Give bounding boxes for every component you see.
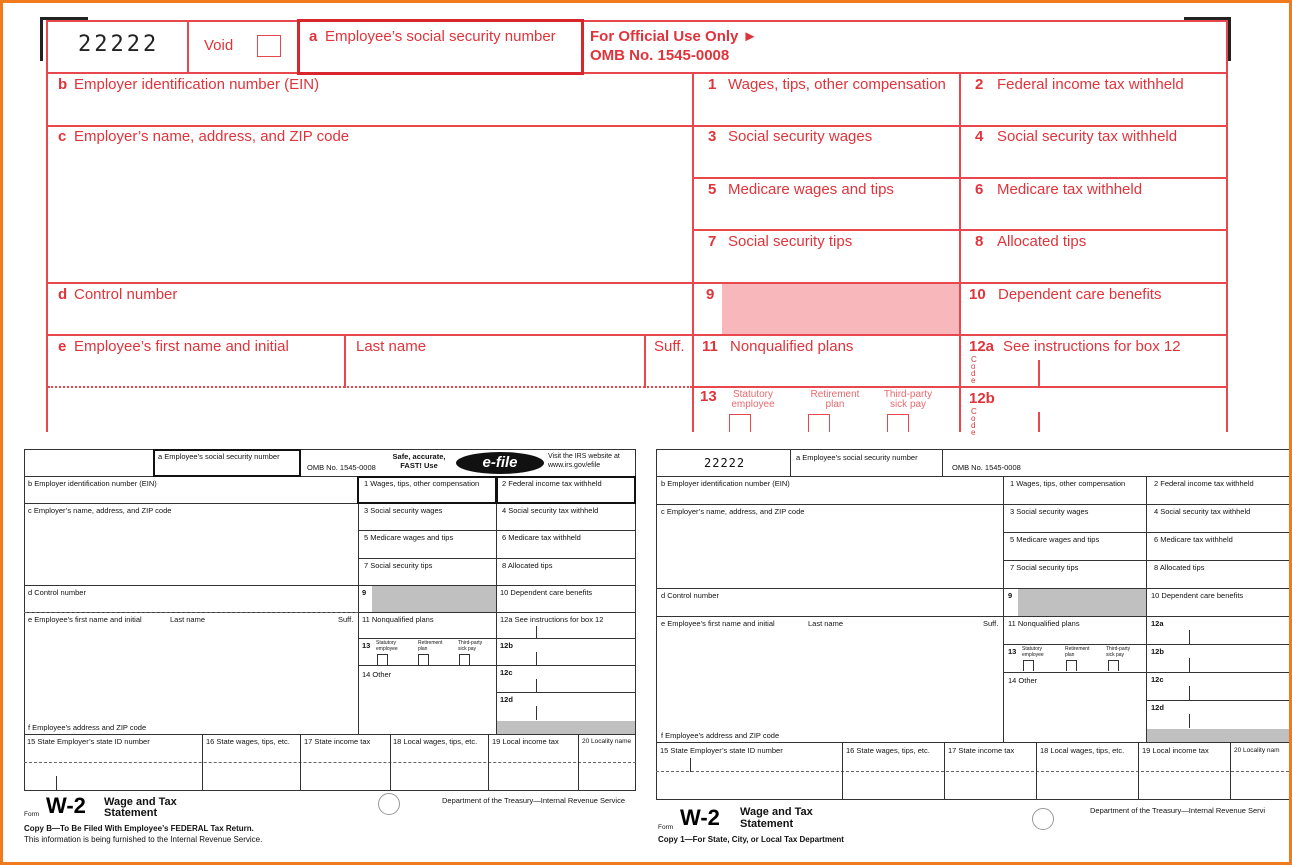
statutory-checkbox[interactable] — [377, 654, 388, 665]
box-e-letter: e — [58, 338, 67, 355]
box-10-num: 10 — [969, 286, 986, 303]
box-10-label: 10 Dependent care benefits — [500, 588, 593, 597]
retirement-checkbox[interactable] — [418, 654, 429, 665]
box-12-shade — [497, 721, 635, 734]
retirement-label: Retirement plan — [1065, 646, 1090, 658]
box-9-label: 9 — [362, 588, 367, 597]
third-party-label: Third-party sick pay — [458, 640, 483, 652]
box-12a-num: 12a — [969, 338, 995, 355]
omb-number: OMB No. 1545-0008 — [952, 463, 1021, 472]
box-15-label: 15 State Employer’s state ID number — [27, 737, 150, 746]
box-a-letter: a — [309, 28, 318, 45]
box-7-num: 7 — [708, 233, 717, 250]
box-16-label: 16 State wages, tips, etc. — [206, 737, 290, 746]
box-4-label: 4 Social security tax withheld — [1154, 507, 1251, 516]
statutory-label: Statutory employee — [376, 640, 398, 652]
box-9-shade — [372, 586, 496, 612]
box-9-shade — [1018, 589, 1146, 616]
box-7-label: 7 Social security tips — [364, 561, 433, 570]
box-6-label: 6 Medicare tax withheld — [502, 533, 581, 542]
box-e-label: e Employee’s first name and initial — [661, 619, 775, 628]
box-13-label: 13 — [1008, 647, 1017, 656]
omb-number: OMB No. 1545-0008 — [590, 47, 730, 64]
statement-title: Statement — [104, 807, 158, 819]
treasury-label: Department of the Treasury—Internal Revenue Servi — [1090, 806, 1266, 815]
box-19-label: 19 Local income tax — [1142, 746, 1209, 755]
statutory-label: Statutory employee — [1022, 646, 1044, 658]
box-18-label: 18 Local wages, tips, etc. — [1040, 746, 1125, 755]
box-a-label: a Employee’s social security number — [796, 453, 918, 462]
statutory-employee-label: Statutory employee — [731, 389, 775, 410]
box-5-label: 5 Medicare wages and tips — [364, 533, 454, 542]
box-12b-label: 12b — [500, 641, 513, 650]
box-10-label: Dependent care benefits — [998, 286, 1162, 303]
box-2-label: 2 Federal income tax withheld — [1154, 479, 1254, 488]
box-11-num: 11 — [702, 338, 718, 355]
box-12a-code-letters: C o d e — [971, 355, 977, 385]
suffix-label: Suff. — [983, 619, 999, 628]
box-2-num: 2 — [975, 76, 984, 93]
official-use-label: For Official Use Only ► — [590, 28, 758, 45]
box-4-num: 4 — [975, 128, 984, 145]
copy-b-line: Copy B—To Be Filed With Employee’s FEDERAL Tax Return. — [24, 824, 254, 833]
box-13-num: 13 — [700, 388, 717, 405]
box-20-label: 20 Locality nam — [1234, 747, 1280, 754]
third-party-checkbox[interactable] — [1108, 660, 1119, 671]
box-6-num: 6 — [975, 181, 984, 198]
box-1-label: 1 Wages, tips, other compensation — [1010, 479, 1126, 488]
box-d-letter: d — [58, 286, 68, 303]
box-7-label: 7 Social security tips — [1010, 563, 1079, 572]
box-12a-label: See instructions for box 12 — [1003, 338, 1181, 355]
statutory-checkbox[interactable] — [1023, 660, 1034, 671]
box-16-label: 16 State wages, tips, etc. — [846, 746, 930, 755]
dotted-divider — [48, 386, 692, 388]
retirement-plan-label: Retirement plan — [810, 389, 860, 410]
box-12a-label: 12a — [1151, 619, 1164, 628]
efile-logo: e-file — [456, 452, 544, 474]
treasury-label: Department of the Treasury—Internal Revenue Service — [442, 796, 626, 805]
box-3-label: Social security wages — [728, 128, 873, 145]
box-3-num: 3 — [708, 128, 717, 145]
last-name-label: Last name — [808, 619, 844, 628]
statutory-employee-checkbox[interactable] — [729, 414, 751, 432]
last-name-label: Last name — [170, 615, 206, 624]
box-12d-label: 12d — [1151, 703, 1164, 712]
box-9-shade — [722, 284, 959, 334]
copy-1-line: Copy 1—For State, City, or Local Tax Department — [658, 835, 844, 844]
info-line: This information is being furnished to the Internal Revenue Service. — [24, 835, 263, 844]
box-11-label: 11 Nonqualified plans — [1008, 619, 1080, 628]
box-4-label: 4 Social security tax withheld — [502, 506, 599, 515]
box-12a-label: 12a See instructions for box 12 — [500, 615, 604, 624]
box-14-label: 14 Other — [1008, 676, 1038, 685]
box-6-label: Medicare tax withheld — [997, 181, 1143, 198]
form-number: 22222 — [704, 456, 746, 470]
box-a-label: Employee’s social security number — [325, 28, 556, 45]
w2-title: W-2 — [680, 805, 720, 830]
box-2-label: Federal income tax withheld — [997, 76, 1184, 93]
form-number: 22222 — [78, 32, 160, 57]
box-1-label: 1 Wages, tips, other compensation — [364, 479, 480, 488]
box-5-num: 5 — [708, 181, 717, 198]
box-18-label: 18 Local wages, tips, etc. — [393, 737, 478, 746]
safe-fast-label: Safe, accurate, FAST! Use — [392, 452, 446, 470]
box-8-label: Allocated tips — [997, 233, 1087, 250]
retirement-label: Retirement plan — [418, 640, 443, 652]
box-c-letter: c — [58, 128, 67, 145]
wage-tax-title: Wage and Tax — [104, 796, 177, 808]
box-11-label: 11 Nonqualified plans — [362, 615, 434, 624]
third-party-checkbox[interactable] — [459, 654, 470, 665]
box-12c-label: 12c — [500, 668, 513, 677]
box-b-letter: b — [58, 76, 68, 93]
box-1-label: Wages, tips, other compensation — [728, 76, 946, 93]
box-d-label: d Control number — [28, 588, 86, 597]
box-9-num: 9 — [706, 286, 715, 303]
last-name-label: Last name — [356, 338, 427, 355]
box-14-label: 14 Other — [362, 670, 392, 679]
box-20-label: 20 Locality name — [582, 738, 632, 745]
box-3-label: 3 Social security wages — [1010, 507, 1089, 516]
box-13-label: 13 — [362, 641, 371, 650]
box-19-label: 19 Local income tax — [492, 737, 559, 746]
box-b-label: b Employer identification number (EIN) — [28, 479, 157, 488]
omb-number: OMB No. 1545-0008 — [307, 463, 376, 472]
void-checkbox[interactable] — [257, 35, 281, 57]
box-12b-label: 12b — [1151, 647, 1164, 656]
retirement-plan-checkbox[interactable] — [808, 414, 830, 432]
wage-tax-title: Wage and Tax — [740, 806, 813, 818]
statement-title: Statement — [740, 818, 794, 830]
box-17-label: 17 State income tax — [948, 746, 1015, 755]
box-12b-code-letters: C o d e — [971, 407, 977, 437]
form-word: Form — [24, 811, 40, 818]
box-b-label: b Employer identification number (EIN) — [661, 479, 790, 488]
box-12b-num: 12b — [969, 390, 995, 407]
box-c-label: c Employer’s name, address, and ZIP code — [28, 506, 172, 515]
box-5-label: 5 Medicare wages and tips — [1010, 535, 1100, 544]
box-12-shade — [1147, 729, 1289, 742]
box-3-label: 3 Social security wages — [364, 506, 443, 515]
retirement-checkbox[interactable] — [1066, 660, 1077, 671]
box-10-label: 10 Dependent care benefits — [1151, 591, 1244, 600]
box-d-label: Control number — [74, 286, 178, 303]
box-e-label: Employee’s first name and initial — [74, 338, 289, 355]
box-11-label: Nonqualified plans — [730, 338, 854, 355]
box-7-label: Social security tips — [728, 233, 853, 250]
box-12c-label: 12c — [1151, 675, 1164, 684]
box-f-label: f Employee’s address and ZIP code — [661, 731, 780, 740]
box-9-label: 9 — [1008, 591, 1013, 600]
registration-circle — [378, 793, 400, 815]
suffix-label: Suff. — [654, 338, 685, 355]
suffix-label: Suff. — [338, 615, 354, 624]
box-c-label: Employer’s name, address, and ZIP code — [74, 128, 350, 145]
box-5-label: Medicare wages and tips — [728, 181, 894, 198]
registration-circle — [1032, 808, 1054, 830]
w2-title: W-2 — [46, 793, 86, 818]
box-8-label: 8 Allocated tips — [502, 561, 553, 570]
box-f-label: f Employee’s address and ZIP code — [28, 723, 147, 732]
box-4-label: Social security tax withheld — [997, 128, 1178, 145]
box-d-label: d Control number — [661, 591, 719, 600]
box-8-label: 8 Allocated tips — [1154, 563, 1205, 572]
irs-website-label: Visit the IRS website at www.irs.gov/efile — [548, 453, 620, 469]
box-15-label: 15 State Employer’s state ID number — [660, 746, 783, 755]
box-a-label: a Employee’s social security number — [158, 452, 280, 461]
box-b-label: Employer identification number (EIN) — [74, 76, 320, 93]
void-label: Void — [204, 37, 234, 54]
third-party-sick-pay-checkbox[interactable] — [887, 414, 909, 432]
box-2-label: 2 Federal income tax withheld — [502, 479, 602, 488]
box-1-num: 1 — [708, 76, 717, 93]
box-12d-label: 12d — [500, 695, 513, 704]
third-party-sick-pay-label: Third-party sick pay — [883, 389, 933, 410]
box-c-label: c Employer’s name, address, and ZIP code — [661, 507, 805, 516]
box-6-label: 6 Medicare tax withheld — [1154, 535, 1233, 544]
box-8-num: 8 — [975, 233, 984, 250]
form-word: Form — [658, 824, 674, 831]
third-party-label: Third-party sick pay — [1106, 646, 1131, 658]
box-17-label: 17 State income tax — [304, 737, 371, 746]
box-e-label: e Employee’s first name and initial — [28, 615, 142, 624]
